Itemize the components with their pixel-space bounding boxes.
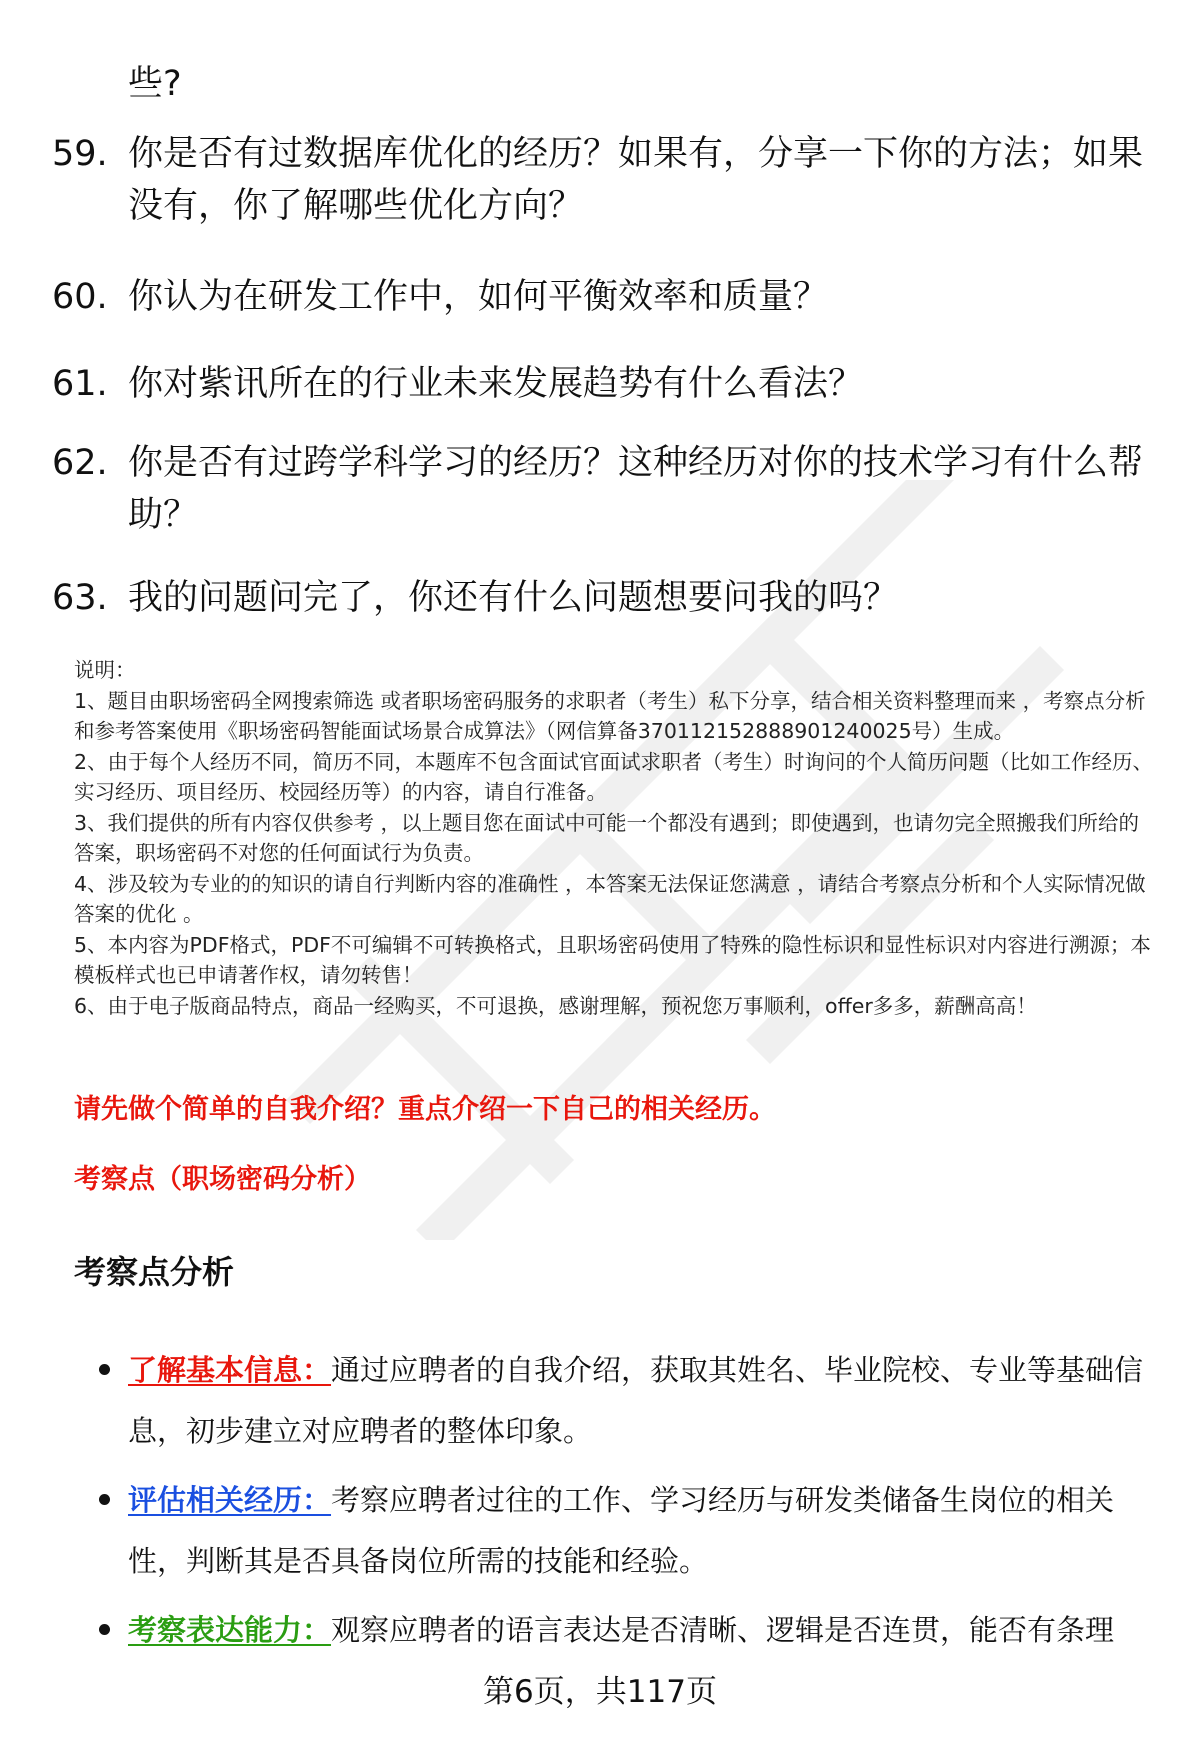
bullet-body	[128, 1600, 1148, 1661]
question-text: 你对紫讯所在的行业未来发展趋势有什么看法？	[128, 364, 864, 404]
bullet-dot-icon	[99, 1364, 110, 1375]
note-item: 2、由于每个人经历不同，简历不同，本题库不包含面试官面试求职者（考生）时询问的个人简历问题（比如工作经历、实习经历、项目经历、校园经历等）的内容，请自行准备。	[74, 749, 1154, 804]
bullet-label: 考察表达能力：	[128, 1613, 332, 1647]
bullet-body	[128, 1340, 1148, 1462]
bullet-text: 观察应聘者的语言表达是否清晰、逻辑是否连贯，能否有条理	[331, 1613, 1115, 1647]
note-item: 3、我们提供的所有内容仅供参考 ，以上题目您在面试中可能一个都没有遇到；即使遇到，也请勿完全照搬我们所给的答案，职场密码不对您的任何面试行为负责。	[74, 810, 1140, 865]
bullet-dot-icon	[99, 1624, 110, 1635]
question-text: 你是否有过跨学科学习的经历？这种经历对你的技术学习有什么帮助？	[128, 443, 1144, 535]
note-item: 4、涉及较为专业的的知识的请自行判断内容的准确性 ，本答案无法保证您满意 ，请结合考察点分析和个人实际情况做答案的优化 。	[74, 871, 1146, 926]
bullet-body	[128, 1470, 1148, 1592]
question-text: 你认为在研发工作中，如何平衡效率和质量？	[128, 277, 829, 317]
note-item: 6、由于电子版商品特点，商品一经购买，不可退换，感谢理解，预祝您万事顺利，offer多多，薪酬高高！	[74, 993, 1037, 1018]
question-number: 59.	[52, 134, 108, 174]
question-number: 63.	[52, 578, 108, 618]
bullet-label: 评估相关经历：	[128, 1483, 332, 1517]
note-item: 5、本内容为PDF格式，PDF不可编辑不可转换格式，且职场密码使用了特殊的隐性标识和显性标识对内容进行溯源；本模板样式也已申请著作权，请勿转售！	[74, 932, 1151, 987]
question-text: 你是否有过数据库优化的经历？如果有，分享一下你的方法；如果没有，你了解哪些优化方向？	[128, 134, 1144, 226]
question-continuation: 些?	[128, 64, 182, 104]
question-number: 60.	[52, 277, 108, 317]
section-title: 考察点分析	[74, 1253, 235, 1291]
note-item: 1、题目由职场密码全网搜索筛选 或者职场密码服务的求职者（考生）私下分享，结合相关资料整理而来 ，考察点分析和参考答案使用《职场密码智能面试场景合成算法》（网信算备370112152888901240025号）生成。	[74, 688, 1146, 743]
interview-question-title: 请先做个简单的自我介绍？重点介绍一下自己的相关经历。	[74, 1094, 776, 1125]
bullet-text: 考察应聘者过往的工作、学习经历与研发类储备生岗位的相关性，判断其是否具备岗位所需的技能和经验。	[128, 1483, 1115, 1578]
bullet-dot-icon	[99, 1494, 110, 1505]
notes-title: 说明：	[74, 658, 136, 682]
question-text: 我的问题问完了，你还有什么问题想要问我的吗？	[128, 578, 899, 618]
disclaimer-notes	[74, 655, 1159, 1021]
bullet-label: 了解基本信息：	[128, 1353, 332, 1387]
question-number: 62.	[52, 443, 108, 483]
analysis-subtitle: 考察点（职场密码分析）	[74, 1164, 371, 1195]
page-number: 第6页，共117页	[483, 1674, 717, 1710]
question-number: 61.	[52, 364, 108, 404]
bullet-text: 通过应聘者的自我介绍，获取其姓名、毕业院校、专业等基础信息，初步建立对应聘者的整体印象。	[128, 1353, 1144, 1448]
